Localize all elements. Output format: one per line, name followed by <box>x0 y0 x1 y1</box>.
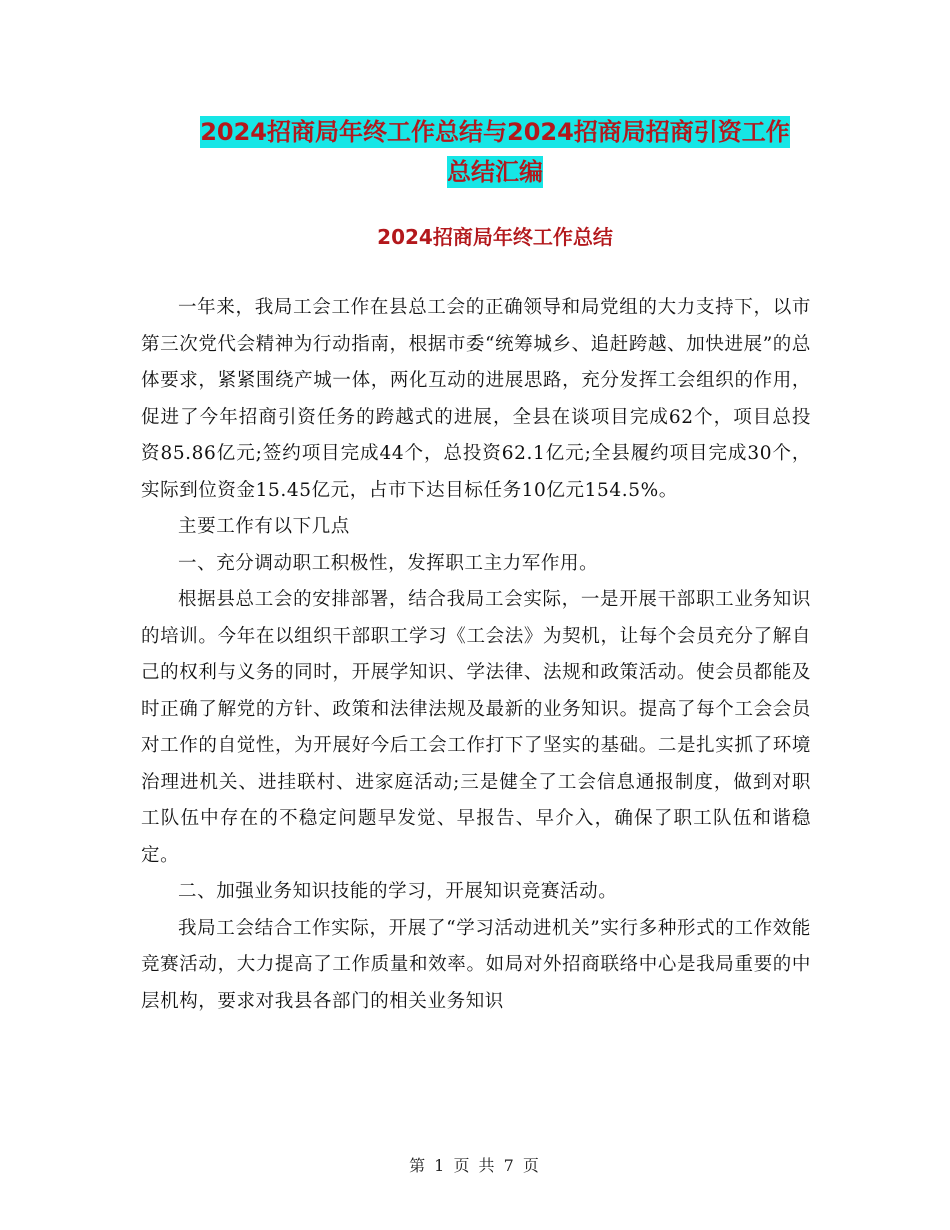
paragraph: 根据县总工会的安排部署，结合我局工会实际，一是开展干部职工业务知识的培训。今年在以组织干部职工学习《工会法》为契机，让每个会员充分了解自己的权利与义务的同时，开展学知识、学法律、法规和政策活动。使会员都能及时正确了解党的方针、政策和法律法规及最新的业务知识。提高了每个工会会员对工作的自觉性，为开展好今后工会工作打下了坚实的基础。二是扎实抓了环境治理进机关、进挂联村、进家庭活动;三是健全了工会信息通报制度，做到对职工队伍中存在的不稳定问题早发觉、早报告、早介入，确保了职工队伍和谐稳定。 <box>141 589 811 866</box>
document-title-line-2: 总结汇编 <box>447 158 543 186</box>
document-title <box>140 112 850 192</box>
document-title-line-1: 2024招商局年终工作总结与2024招商局招商引资工作 <box>200 118 790 146</box>
page-footer: 第 1 页 共 7 页 <box>409 1156 541 1175</box>
section-title: 2024招商局年终工作总结 <box>377 225 613 249</box>
paragraph: 我局工会结合工作实际，开展了“学习活动进机关”实行多种形式的工作效能竞赛活动，大力提高了工作质量和效率。如局对外招商联络中心是我局重要的中层机构，要求对我县各部门的相关业务知识 <box>141 917 811 1012</box>
paragraph: 主要工作有以下几点 <box>178 516 350 537</box>
document-body <box>141 290 811 1020</box>
paragraph: 一、充分调动职工积极性，发挥职工主力军作用。 <box>178 552 599 574</box>
paragraph: 一年来，我局工会工作在县总工会的正确领导和局党组的大力支持下，以市第三次党代会精神为行动指南，根据市委“统筹城乡、追赶跨越、加快进展”的总体要求，紧紧围绕产城一体，两化互动的进展思路，充分发挥工会组织的作用，促进了今年招商引资任务的跨越式的进展，全县在谈项目完成62个，项目总投资85.86亿元;签约项目完成44个，总投资62.1亿元;全县履约项目完成30个，实际到位资金15.45亿元，占市下达目标任务10亿元154.5%。 <box>141 297 811 501</box>
paragraph: 二、加强业务知识技能的学习，开展知识竞赛活动。 <box>178 881 618 902</box>
